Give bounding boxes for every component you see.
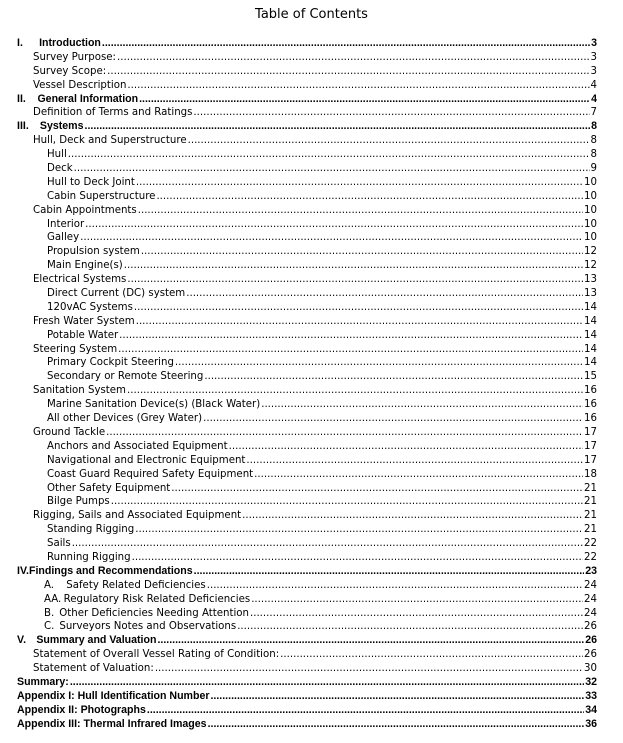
toc-entry-title[interactable]: Hull, Deck and Superstructure [33,135,187,147]
toc-entry-page[interactable]: 24 [584,607,597,619]
toc-entry-page[interactable]: 16 [584,413,597,425]
toc-entry[interactable] [17,287,597,301]
toc-entry[interactable] [17,690,597,704]
toc-entry-page[interactable]: 18 [584,468,597,480]
dot-leader [251,593,583,607]
toc-entry[interactable] [17,620,597,634]
toc-entry-page[interactable]: 10 [584,176,597,188]
toc-entry[interactable] [17,482,597,496]
toc-entry[interactable] [17,79,597,93]
dot-leader [194,565,585,579]
dot-leader [261,398,583,412]
toc-entry-page[interactable]: 12 [584,246,597,258]
dot-leader [207,579,583,593]
toc-entry-page[interactable]: 26 [584,649,597,661]
toc-entry-page[interactable]: 14 [584,315,597,327]
toc-entry-title[interactable]: Appendix II: Photographs [17,703,146,716]
toc-entry-page[interactable]: 14 [584,301,597,313]
dot-leader [119,329,583,343]
dot-leader [175,356,583,370]
dot-leader [134,301,583,315]
toc-entry-page[interactable]: 17 [584,426,597,438]
dot-leader [74,162,590,176]
toc-entry-page[interactable]: 15 [584,371,597,383]
toc-entry-title[interactable]: Primary Cockpit Steering [47,357,174,369]
toc-entry[interactable] [17,704,597,718]
toc-entry-page[interactable]: 8 [590,149,597,161]
toc-entry-title[interactable]: 120vAC Systems [47,301,133,313]
toc-entry-title[interactable]: Marine Sanitation Device(s) (Black Water) [47,399,261,411]
toc-entry[interactable] [17,343,597,357]
toc-entry[interactable] [17,301,597,315]
toc-entry-page[interactable]: 3 [591,37,597,49]
toc-entry-title[interactable]: Other Safety Equipment [47,482,171,494]
toc-entry-title[interactable]: Main Engine(s) [47,260,123,272]
toc-entry-number: I. [17,37,23,49]
toc-entry-title[interactable]: Electrical Systems [33,274,127,286]
toc-entry-title[interactable]: All other Devices (Grey Water) [47,413,203,425]
toc-entry-title[interactable]: Ground Tackle [33,426,106,438]
toc-entry[interactable] [17,65,597,79]
dot-leader [85,218,583,232]
dot-leader [72,537,583,551]
dot-leader [141,245,583,259]
dot-leader [135,523,583,537]
toc-entry[interactable] [17,412,597,426]
dot-leader [254,468,583,482]
toc-entry[interactable] [17,454,597,468]
toc-entry-title[interactable]: General Information [37,92,139,105]
toc-entry[interactable] [17,231,597,245]
toc-entry-page[interactable]: 16 [584,385,597,397]
toc-entry[interactable] [17,273,597,287]
toc-entry-page[interactable]: 21 [584,524,597,536]
toc-entry-page[interactable]: 21 [584,510,597,522]
toc-entry-page[interactable]: 10 [584,218,597,230]
toc-entry-page[interactable]: 22 [584,538,597,550]
dot-leader [157,634,584,648]
toc-entry-title[interactable]: Statement of Valuation: [33,663,154,675]
dot-leader [70,676,584,690]
dot-leader [136,176,583,190]
toc-entry-title[interactable]: Appendix III: Thermal Infrared Images [17,717,207,730]
toc-entry[interactable] [17,176,597,190]
toc-entry[interactable] [17,440,597,454]
toc-entry-title[interactable]: Summary: [17,675,69,688]
dot-leader [250,607,583,621]
toc-list [17,37,597,732]
dot-leader [102,37,590,51]
toc-entry-number: III. [17,120,29,133]
toc-entry-page[interactable]: 30 [584,663,597,675]
toc-entry-page[interactable]: 17 [584,440,597,452]
toc-entry-letter: C. [44,621,55,633]
toc-entry-title[interactable]: Fresh Water System [33,315,135,327]
toc-entry-page[interactable]: 21 [584,482,597,494]
dot-leader [237,620,583,634]
toc-entry[interactable] [17,356,597,370]
dot-leader [136,315,583,329]
toc-entry[interactable] [17,245,597,259]
toc-entry-title[interactable]: Systems [39,120,84,133]
toc-entry-title[interactable]: Navigational and Electronic Equipment [47,454,246,466]
toc-entry-page[interactable]: 7 [590,107,597,119]
toc-entry-page[interactable]: 9 [590,163,597,175]
dot-leader [210,690,584,704]
dot-leader [127,79,589,93]
dot-leader [203,412,583,426]
toc-entry[interactable] [17,148,597,162]
toc-entry[interactable] [17,718,597,732]
toc-entry-title[interactable]: Sails [47,538,71,550]
toc-entry-letter: B. [44,607,55,619]
toc-entry[interactable] [17,162,597,176]
toc-entry-title[interactable]: Running Rigging [47,551,131,563]
toc-entry-title[interactable]: Surveyors Notes and Observations [59,621,237,633]
dot-leader [188,134,590,148]
toc-entry[interactable] [17,370,597,384]
toc-entry-page[interactable]: 23 [585,564,597,577]
toc-entry-title[interactable]: Deck [47,163,73,175]
toc-entry-page[interactable]: 12 [584,260,597,272]
toc-entry-title[interactable]: Bilge Pumps [47,496,110,508]
dot-leader [242,509,583,523]
toc-entry-page[interactable]: 3 [590,65,597,77]
toc-entry-title[interactable]: Coast Guard Required Safety Equipment [47,468,254,480]
dot-leader [106,426,583,440]
toc-entry-page[interactable]: 14 [584,357,597,369]
dot-leader [186,287,583,301]
dot-leader [280,648,583,662]
toc-entry-title[interactable]: Rigging, Sails and Associated Equipment [33,510,242,522]
toc-entry-title[interactable]: Other Deficiencies Needing Attention [59,607,249,619]
toc-entry-page[interactable]: 4 [590,79,597,91]
toc-entry-title[interactable]: Cabin Superstructure [47,190,156,202]
toc-entry[interactable] [17,565,597,579]
toc-entry-page[interactable]: 22 [584,551,597,563]
toc-entry-page[interactable]: 13 [584,274,597,286]
toc-entry-page[interactable]: 8 [590,135,597,147]
toc-entry-page[interactable]: 36 [585,717,597,730]
toc-entry-title[interactable]: Secondary or Remote Steering [47,371,204,383]
toc-entry-page[interactable]: 26 [584,621,597,633]
toc-entry-page[interactable]: 10 [584,204,597,216]
toc-entry[interactable] [17,120,597,134]
dot-leader [171,482,583,496]
toc-entry[interactable] [17,398,597,412]
toc-entry-page[interactable]: 34 [585,703,597,716]
toc-entry-letter: AA. [44,593,62,605]
toc-entry-title[interactable]: Statement of Overall Vessel Rating of Condition: [33,649,280,661]
toc-entry[interactable] [17,593,597,607]
dot-leader [118,343,583,357]
toc-entry-page[interactable]: 3 [590,51,597,63]
toc-entry[interactable] [17,204,597,218]
toc-entry-page[interactable]: 17 [584,454,597,466]
toc-entry-title[interactable]: Potable Water [47,329,119,341]
toc-entry-title[interactable]: Safety Related Deficiencies [66,579,206,591]
toc-entry-title[interactable]: Hull to Deck Joint [47,176,135,188]
toc-entry-title[interactable]: Vessel Description [33,79,127,91]
toc-entry[interactable] [17,329,597,343]
toc-entry-page[interactable]: 21 [584,496,597,508]
toc-entry-page[interactable]: 10 [584,190,597,202]
toc-entry-title[interactable]: Cabin Appointments [33,204,137,216]
toc-entry-page[interactable]: 24 [584,593,597,605]
toc-entry-number: IV. [17,564,29,577]
dot-leader [107,65,589,79]
toc-entry-title[interactable]: Summary and Valuation [36,634,157,647]
toc-entry[interactable] [17,551,597,565]
toc-entry-page[interactable]: 16 [584,399,597,411]
toc-entry[interactable] [17,106,597,120]
toc-entry-page[interactable]: 13 [584,288,597,300]
toc-entry[interactable] [17,134,597,148]
dot-leader [111,495,583,509]
toc-entry-title[interactable]: Appendix I: Hull Identification Number [17,689,210,702]
toc-entry[interactable] [17,468,597,482]
dot-leader [124,259,583,273]
toc-entry[interactable] [17,579,597,593]
toc-entry[interactable] [17,607,597,621]
toc-entry-title[interactable]: Survey Scope: [33,65,107,77]
dot-leader [127,273,583,287]
toc-entry[interactable] [17,676,597,690]
toc-entry-title[interactable]: Propulsion system [47,246,140,258]
toc-entry-page[interactable]: 10 [584,232,597,244]
toc-entry-page[interactable]: 14 [584,343,597,355]
dot-leader [156,190,583,204]
toc-entry-title[interactable]: Regulatory Risk Related Deficiencies [63,593,251,605]
dot-leader [246,454,583,468]
toc-entry[interactable] [17,218,597,232]
toc-entry-title[interactable]: Steering System [33,343,118,355]
toc-entry-title[interactable]: Findings and Recommendations [28,564,193,577]
toc-entry[interactable] [17,315,597,329]
toc-entry-title[interactable]: Anchors and Associated Equipment [47,440,228,452]
toc-entry-title[interactable]: Galley [47,232,80,244]
toc-entry[interactable] [17,509,597,523]
toc-entry-title[interactable]: Survey Purpose: [33,51,116,63]
toc-entry[interactable] [17,259,597,273]
toc-entry-page[interactable]: 14 [584,329,597,341]
dot-leader [117,51,590,65]
toc-entry[interactable] [17,662,597,676]
toc-entry-page[interactable]: 33 [585,689,597,702]
toc-entry-title[interactable]: Standing Rigging [47,524,135,536]
toc-entry-title[interactable]: Introduction [39,37,101,49]
dot-leader [68,148,590,162]
toc-entry[interactable] [17,426,597,440]
toc-entry[interactable] [17,648,597,662]
toc-entry-page[interactable]: 26 [585,634,597,647]
dot-leader [139,93,590,107]
toc-entry-title[interactable]: Hull [47,149,67,161]
toc-entry[interactable] [17,634,597,648]
toc-entry-page[interactable]: 32 [585,675,597,688]
toc-entry-title[interactable]: Definition of Terms and Ratings [33,107,193,119]
toc-title: Table of Contents [255,7,368,22]
toc-entry[interactable] [17,93,597,107]
toc-entry-page[interactable]: 4 [591,92,597,105]
dot-leader [80,231,583,245]
toc-entry-letter: A. [44,579,55,591]
toc-entry-number: II. [17,92,26,105]
dot-leader [204,370,583,384]
dot-leader [127,384,583,398]
dot-leader [85,120,591,134]
toc-entry[interactable] [17,495,597,509]
toc-entry-title[interactable]: Direct Current (DC) system [47,288,186,300]
toc-entry[interactable] [17,523,597,537]
dot-leader [138,204,583,218]
toc-entry[interactable] [17,37,597,51]
dot-leader [208,718,585,732]
toc-entry[interactable] [17,51,597,65]
toc-entry-title[interactable]: Interior [47,218,85,230]
toc-entry-number: V. [17,634,27,647]
dot-leader [229,440,583,454]
dot-leader [193,106,589,120]
toc-entry-page[interactable]: 8 [591,120,597,133]
toc-entry[interactable] [17,190,597,204]
toc-entry[interactable] [17,537,597,551]
dot-leader [132,551,583,565]
dot-leader [147,704,584,718]
toc-entry-page[interactable]: 24 [584,579,597,591]
toc-entry[interactable] [17,384,597,398]
dot-leader [155,662,583,676]
toc-entry-title[interactable]: Sanitation System [33,385,126,397]
